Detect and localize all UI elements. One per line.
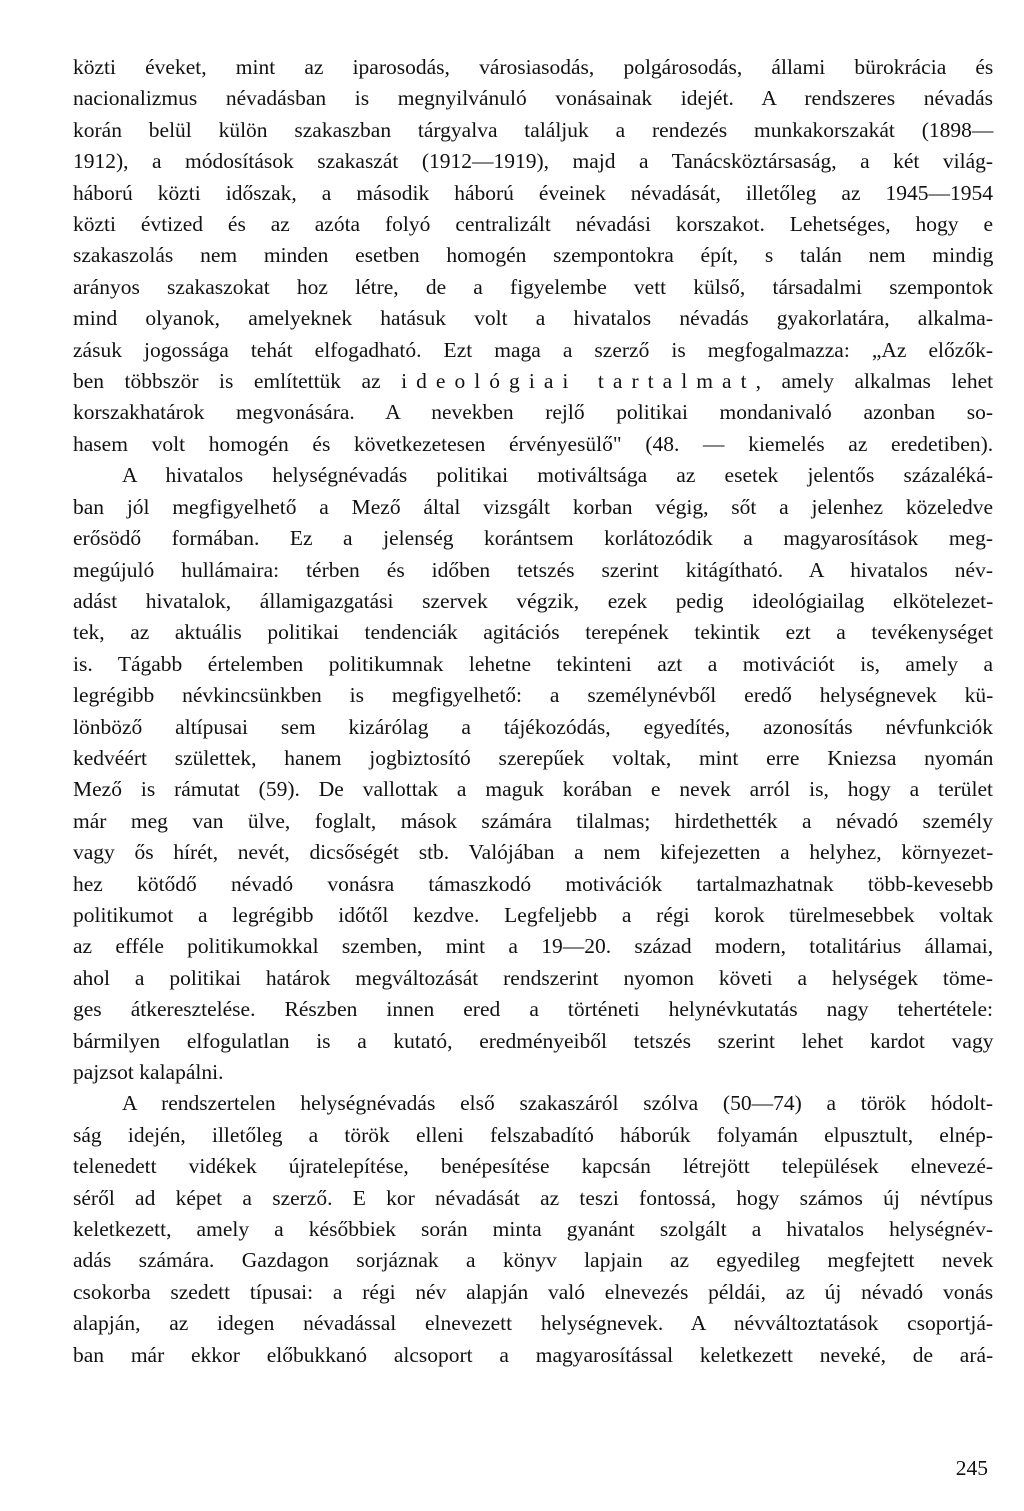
text-line: korán belül külön szakaszban tárgyalva találjuk a rendezés munkakorszakát (1898— <box>73 117 994 142</box>
text-line: közti évtized és az azóta folyó centralizált névadási korszakot. Lehetséges, hogy e <box>73 212 994 237</box>
text-line: hasem volt homogén és következetesen érvényesülő" (48. — kiemelés az eredetiben). <box>73 431 994 456</box>
text-line: tek, az aktuális politikai tendenciák agitációs terepének tekintik ezt a tevékenységet <box>73 620 994 645</box>
text-line: már meg van ülve, foglalt, mások számára tilalmas; hirdethették a névadó személy <box>73 808 993 833</box>
line-text-between <box>577 369 598 393</box>
text-line: hez kötődő névadó vonásra támaszkodó motivációk tartalmazhatnak több-kevesebb <box>73 871 994 896</box>
text-line: telenedett vidékek újratelepítése, benépesítése kapcsán létrejött települések elnevezé- <box>73 1154 994 1179</box>
text-line: pajzsot kalapálni. <box>73 1060 224 1084</box>
paragraph-1 <box>73 52 993 460</box>
paragraph-2 <box>73 460 993 1088</box>
text-line: séről ad képet a szerző. E kor névadását az teszi fontossá, hogy számos új névtípus <box>73 1185 993 1210</box>
text-line: bármilyen elfogulatlan is a kutató, eredményeiből tetszés szerint lehet kardot vagy <box>73 1028 994 1053</box>
text-line: 1912), a módosítások szakaszát (1912—1919), majd a Tanácsköztársaság, a két világ- <box>73 149 994 174</box>
text-line: is. Tágabb értelemben politikumnak lehetne tekinteni azt a motivációt is, amely a <box>73 651 993 676</box>
text-line: Mező is rámutat (59). De vallottak a maguk korában e nevek arról is, hogy a terület <box>73 777 994 802</box>
text-line: ság idején, illetőleg a török elleni felszabadító háborúk folyamán elpusztult, elnép- <box>73 1122 993 1147</box>
line-text-before: ben többször is említettük az <box>73 369 402 394</box>
text-line: erősödő formában. Ez a jelenség korántsem korlátozódik a magyarosítások meg- <box>73 526 993 551</box>
text-line: A hivatalos helységnévadás politikai motiváltsága az esetek jelentős százaléká- <box>122 463 993 488</box>
text-line: A rendszertelen helységnévadás első szakaszáról szólva (50—74) a török hódolt- <box>122 1091 993 1116</box>
text-line: ahol a politikai határok megváltozását rendszerint nyomon követi a helységek töme- <box>73 965 993 990</box>
text-line: adást hivatalok, államigazgatási szervek végzik, ezek pedig ideológiailag elkötelezet- <box>73 588 994 613</box>
page-body <box>73 52 993 1371</box>
text-line: ban jól megfigyelhető a Mező által vizsgált korban végig, sőt a jelenhez közeledve <box>73 494 994 519</box>
text-line: adás számára. Gazdagon sorjáznak a könyv lapjain az egyedileg megfejtett nevek <box>73 1248 994 1273</box>
text-line: ban már ekkor előbukkanó alcsoport a magyarosítással keletkezett neveké, de ará- <box>73 1342 994 1367</box>
text-line: korszakhatárok megvonására. A nevekben rejlő politikai mondanivaló azonban so- <box>73 400 993 425</box>
text-line: zásuk jogossága tehát elfogadható. Ezt maga a szerző is megfogalmazza: „Az előzők- <box>73 337 993 362</box>
text-line: mind olyanok, amelyeknek hatásuk volt a hivatalos névadás gyakorlatára, alkalma- <box>73 306 993 331</box>
text-line: alapján, az idegen névadással elnevezett helységnevek. A névváltoztatások csoportjá- <box>73 1311 994 1336</box>
emphasized-word: ideológiai <box>401 369 578 394</box>
text-line: nacionalizmus névadásban is megnyilvánuló vonásainak idejét. A rendszeres névadás <box>73 86 993 111</box>
text-line: háború közti időszak, a második háború éveinek névadását, illetőleg az 1945—1954 <box>73 180 993 205</box>
text-line: politikumot a legrégibb időtől kezdve. Legfeljebb a régi korok türelmesebbek voltak <box>73 902 993 927</box>
text-line: az efféle politikumokkal szemben, mint a 19—20. század modern, totalitárius államai, <box>73 934 994 959</box>
text-line: közti éveket, mint az iparosodás, városiasodás, polgárosodás, állami bürokrácia és <box>73 55 994 79</box>
text-line: kedvéért születtek, hanem jogbiztosító szerepűek voltak, mint erre Kniezsa nyomán <box>73 745 994 770</box>
emphasized-word: tartalmat <box>597 369 756 394</box>
text-line: vagy ős hírét, nevét, dicsőségét stb. Valójában a nem kifejezetten a helyhez, környezet- <box>73 840 994 865</box>
paragraph-3 <box>73 1088 993 1371</box>
text-line: lönböző altípusai sem kizárólag a tájékozódás, egyedítés, azonosítás névfunkciók <box>73 714 993 739</box>
text-line-emphasis <box>73 366 993 397</box>
text-line: arányos szakaszokat hoz létre, de a figyelembe vett külső, társadalmi szempontok <box>73 274 994 299</box>
text-line: megújuló hullámaira: térben és időben tetszés szerint kitágítható. A hivatalos név- <box>73 557 993 582</box>
text-line: szakaszolás nem minden esetben homogén szempontokra épít, s talán nem mindig <box>73 243 994 268</box>
text-line: csokorba szedett típusai: a régi név alapján való elnevezés példái, az új névadó vonás <box>73 1279 994 1304</box>
text-line: legrégibb névkincsünkben is megfigyelhető: a személynévből eredő helységnevek kü- <box>73 683 994 708</box>
page-number: 245 <box>955 1456 988 1480</box>
text-line: ges átkeresztelése. Részben innen ered a történeti helynévkutatás nagy tehertétele: <box>73 997 993 1022</box>
text-line: keletkezett, amely a későbbiek során minta gyanánt szolgált a hivatalos helységnév- <box>73 1217 993 1242</box>
line-text-after: , amely alkalmas lehet <box>755 369 994 394</box>
